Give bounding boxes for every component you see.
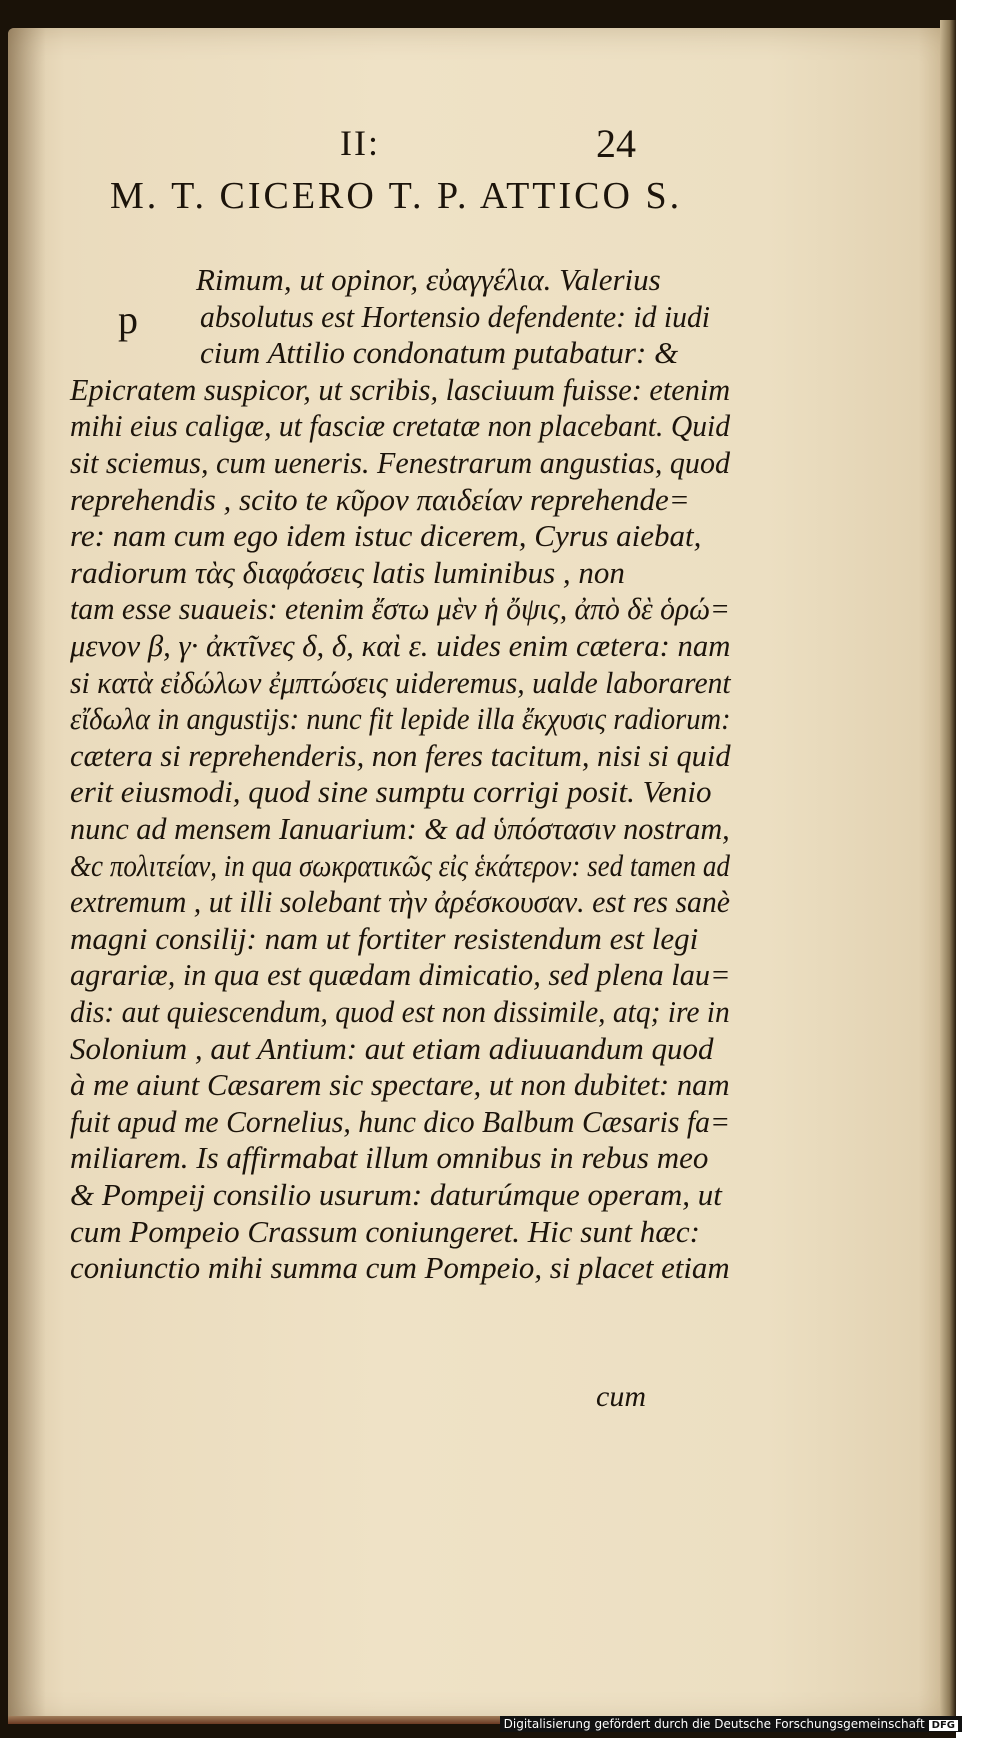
text-line: nunc ad mensem Ianuarium: & ad ὑπόστασιν nostram, [70, 811, 730, 846]
text-line: à me aiunt Cæsarem sic spectare, ut non dubitet: nam [70, 1067, 730, 1103]
text-line: reprehendis , scito te κῦρον παιδείαν reprehende= [70, 481, 690, 517]
text-line: si κατὰ εἰδώλων ἐμπτώσεις uideremus, ualde laborarent [70, 664, 731, 700]
text-line: Rimum, ut opinor, εὐαγγέλια. Valerius [196, 262, 661, 297]
text-line: re: nam cum ego idem istuc dicerem, Cyrus aiebat, [70, 518, 702, 554]
text-line: εἴδωλα in angustijs: nunc fit lepide illa ἔκχυσις radiorum: [70, 701, 731, 737]
text-line: cium Attilio condonatum putabatur: & [200, 335, 679, 371]
text-line: cætera si reprehenderis, non feres tacitum, nisi si quid [70, 737, 731, 773]
text-line: extremum , ut illi solebant τὴν ἀρέσκουσαν. est res sanè [70, 884, 730, 920]
text-line: mihi eius caligæ, ut fasciæ cretatæ non placebant. Quid [70, 408, 731, 444]
catchword: cum [596, 1380, 646, 1413]
credit-text: Digitalisierung gefördert durch die Deutsche Forschungsgemeinschaft [503, 1717, 925, 1731]
text-line: sit sciemus, cum ueneris. Fenestrarum angustias, quod [70, 445, 730, 480]
text-line: Epicratem suspicor, ut scribis, lasciuum fuisse: etenim [70, 371, 731, 407]
drop-cap: p [118, 297, 138, 342]
text-line: absolutus est Hortensio defendente: id iudi [200, 298, 711, 334]
dfg-logo-icon: DFG [929, 1720, 958, 1731]
text-line: dis: aut quiescendum, quod est non dissimile, atq; ire in [70, 994, 730, 1029]
text-line: μενον β, γ· ἀκτῖνες δ, δ, καὶ ε. uides enim cætera: nam [70, 628, 731, 663]
letter-heading: M. T. CICERO T. P. ATTICO S. [110, 175, 683, 217]
text-line: agrariæ, in qua est quædam dimicatio, sed plena lau= [70, 957, 731, 993]
page-number: 24 [596, 121, 636, 166]
text-line: coniunctio mihi summa cum Pompeio, si placet etiam [70, 1250, 730, 1286]
text-line: cum Pompeio Crassum coniungeret. Hic sunt hæc: [70, 1213, 700, 1249]
text-line: Solonium , aut Antium: aut etiam adiuuandum quod [70, 1030, 714, 1066]
text-line: fuit apud me Cornelius, hunc dico Balbum Cæsaris fa= [70, 1103, 731, 1139]
text-line: radiorum τὰς διαφάσεις latis luminibus , non [70, 554, 625, 590]
text-line: magni consilij: nam ut fortiter resistendum est legi [70, 920, 699, 956]
folio-left: II: [340, 123, 380, 163]
text-line: miliarem. Is affirmabat illum omnibus in rebus meo [70, 1140, 709, 1176]
page-edge [940, 20, 956, 1730]
text-line: & Pompeij consilio usurum: daturúmque operam, ut [70, 1177, 722, 1212]
text-line: &c πολιτείαν, in qua σωκρατικῶς εἰς ἑκάτερον: sed tamen ad [70, 847, 730, 883]
text-line: tam esse suaueis: etenim ἔστω μὲν ἡ ὄψις, ἀπὸ δὲ ὁρώ= [70, 591, 730, 627]
digitization-credit [500, 1716, 962, 1732]
text-line: erit eiusmodi, quod sine sumptu corrigi posit. Venio [70, 774, 712, 810]
spine-shadow [8, 28, 46, 1724]
